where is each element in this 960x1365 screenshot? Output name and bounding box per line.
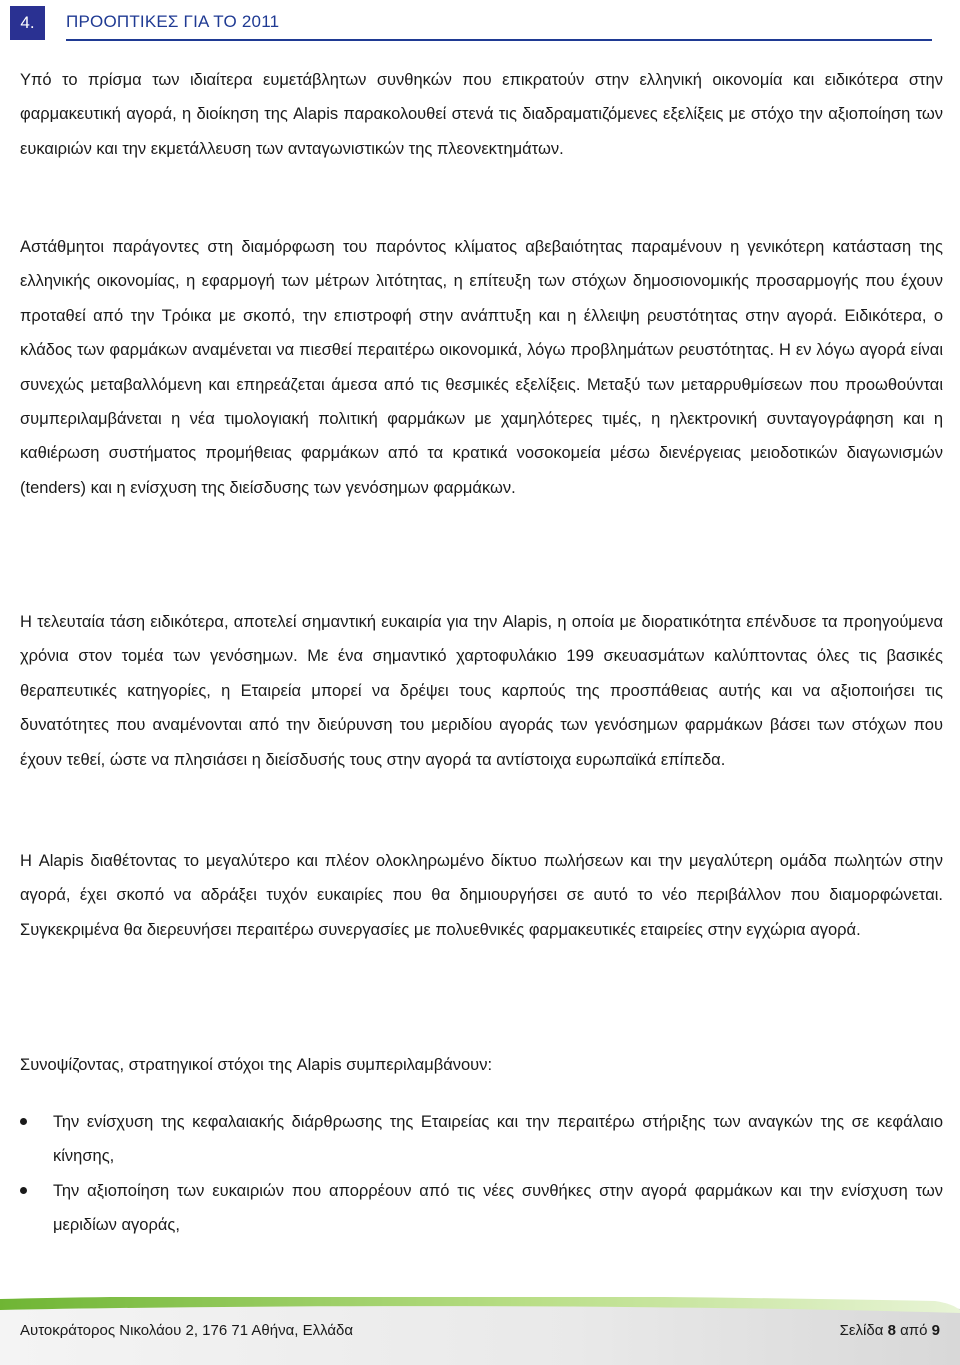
paragraph-sales-network: Η Alapis διαθέτοντας το μεγαλύτερο και πλέον ολοκληρωμένο δίκτυο πωλήσεων και την μεγαλύτερη ομάδα πωλητών στην αγορά, έχει σκοπό να αδράξει τυχόν ευκαιρίες που θα δημιουργήσει σε αυτό το νέο περιβάλλον που διαμορφώνεται. Συγκεκριμένα θα διερευνήσει περαιτέρω συνεργασίες με πολυεθνικές φαρμακευτικές εταιρείες στην εγχώρια αγορά. [20, 852, 943, 939]
list-item [20, 1174, 943, 1243]
page-label: Σελίδα [839, 1322, 884, 1339]
paragraph-summary: Συνοψίζοντας, στρατηγικοί στόχοι της Alapis συμπεριλαμβάνουν: [20, 1056, 493, 1074]
section-number: 4. [10, 6, 45, 40]
section-title: ΠΡΟΟΠΤΙΚΕΣ ΓΙΑ ΤΟ 2011 [66, 12, 280, 31]
bullet-icon [20, 1118, 27, 1125]
bullet-icon [20, 1187, 27, 1194]
page-total: 9 [931, 1322, 940, 1339]
list-item-text: Την ενίσχυση της κεφαλαιακής διάρθρωσης της Εταιρείας και την περαιτέρω στήριξης των αναγκών της σε κεφάλαιο κίνησης, [53, 1113, 943, 1166]
section-header [0, 0, 960, 42]
page-number: 8 [887, 1322, 896, 1339]
footer-address: Αυτοκράτορος Νικολάου 2, 176 71 Αθήνα, Ελλάδα [20, 1322, 354, 1339]
paragraph-uncertainty: Αστάθμητοι παράγοντες στη διαμόρφωση του παρόντος κλίματος αβεβαιότητας παραμένουν η γενικότερη κατάσταση της ελληνικής οικονομίας, η εφαρμογή των μέτρων λιτότητας, η επίτευξη των στόχων δημοσιονομικής προσαρμογής που έχουν προταθεί από την Τρόικα με σκοπό, την επιστροφή στην ανάπτυξη και η έλλειψη ρευστότητας στην αγορά. Ειδικότερα, ο κλάδος των φαρμάκων αναμένεται να πιεσθεί περαιτέρω οικονομικά, λόγω προβλημάτων ρευστότητας. Η εν λόγω αγορά είναι συνεχώς μεταβαλλόμενη και επηρεάζεται άμεσα από τις θεσμικές εξελίξεις. Μεταξύ των μεταρρυθμίσεων που προωθούνται συμπεριλαμβάνεται η νέα τιμολογιακή πολιτική φαρμάκων με χαμηλότερες τιμές, η ηλεκτρονική συνταγογράφηση και η καθιέρωση συστήματος προμήθειας φαρμάκων από τα κρατικά νοσοκομεία μέσω διενέργειας μειοδοτικών διαγωνισμών (tenders) και η ενίσχυση της διείσδυσης των γενόσημων φαρμάκων. [20, 238, 943, 497]
paragraph-intro: Υπό το πρίσμα των ιδιαίτερα ευμετάβλητων συνθηκών που επικρατούν στην ελληνική οικονομία και ειδικότερα στην φαρμακευτική αγορά, η διοίκηση της Alapis παρακολουθεί στενά τις διαδραματιζόμενες εξελίξεις με στόχο την αξιοποίηση των ευκαιριών και την εκμετάλλευση των ανταγωνιστικών της πλεονεκτημάτων. [20, 71, 943, 158]
page-of-label: από [900, 1322, 928, 1339]
list-item [20, 1105, 943, 1174]
strategic-goals-list [20, 1105, 943, 1243]
page-indicator [840, 1322, 940, 1339]
header-rule [66, 39, 932, 41]
list-item-text: Την αξιοποίηση των ευκαιριών που απορρέουν από τις νέες συνθήκες στην αγορά φαρμάκων και την ενίσχυση των μεριδίων αγοράς, [53, 1181, 943, 1235]
paragraph-generics: Η τελευταία τάση ειδικότερα, αποτελεί σημαντική ευκαιρία για την Alapis, η οποία με διορατικότητα επένδυσε τα προηγούμενα χρόνια στον τομέα των γενόσημων. Με ένα σημαντικό χαρτοφυλάκιο 199 σκευασμάτων καλύπτοντας όλες τις βασικές θεραπευτικές κατηγορίες, η Εταιρεία μπορεί να δρέψει τους καρπούς της προσπάθειας αυτής και να αξιοποιήσει τις δυνατότητες που αναμένονται από την διεύρυνση του μεριδίου αγοράς των γενόσημων φαρμάκων βάσει των στόχων που έχουν τεθεί, ώστε να πλησιάσει η διείσδυσής τους στην αγορά τα αντίστοιχα ευρωπαϊκά επίπεδα. [20, 613, 943, 769]
